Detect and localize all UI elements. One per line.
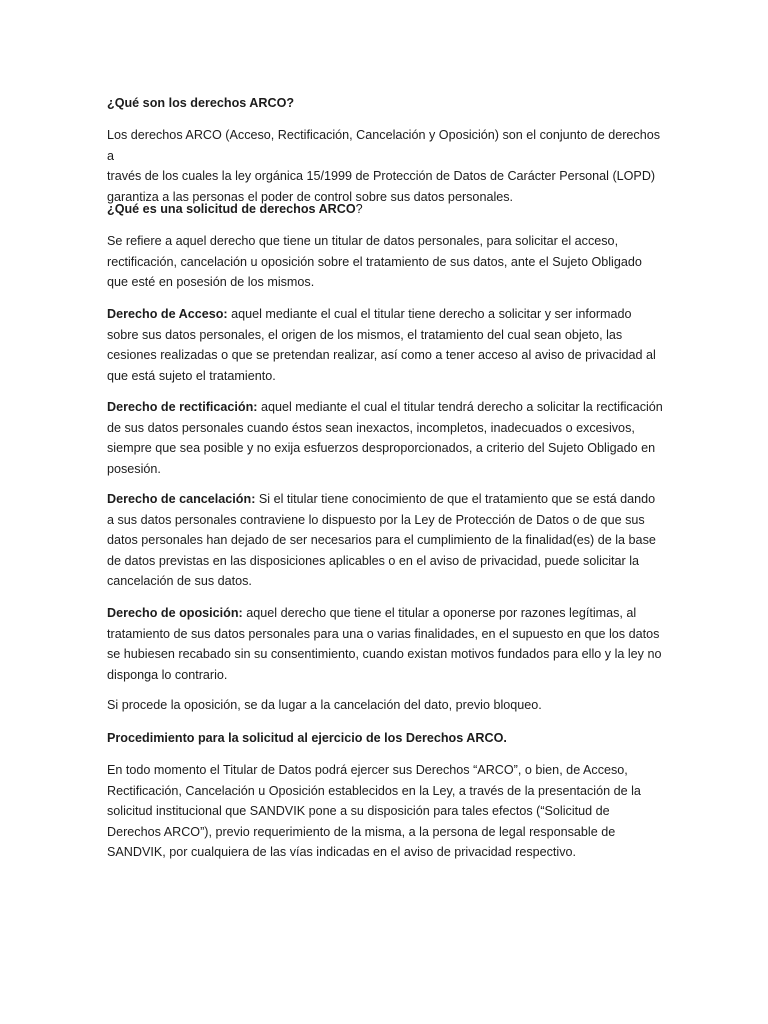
term-derecho-rectificacion: Derecho de rectificación:: [107, 400, 258, 414]
text-derecho-acceso: aquel mediante el cual el titular tiene derecho a solicitar y ser informado sobre sus datos personales, el origen de los mismos, el tratamiento del cual sean objeto, las cesiones realizadas o que se pretendan realizar, así como a tener acceso al aviso de privacidad al que está sujeto el tratamiento.: [107, 307, 656, 383]
term-derecho-acceso: Derecho de Acceso:: [107, 307, 228, 321]
paragraph-derecho-acceso: [107, 304, 667, 386]
paragraph-en-todo-momento: En todo momento el Titular de Datos podrá ejercer sus Derechos “ARCO”, o bien, de Acceso, Rectificación, Cancelación u Oposición establecidos en la Ley, a través de la presentación de la solicitud institucional que SANDVIK pone a su disposición para tales efectos (“Solicitud de Derechos ARCO”), previo requerimiento de la misma, a la persona de legal responsable de SANDVIK, por cualquiera de las vías indicadas en el aviso de privacidad respectivo.: [107, 763, 641, 859]
heading-solicitud-question-mark: ?: [355, 202, 363, 216]
heading-que-son-derechos-arco: ¿Qué son los derechos ARCO?: [107, 96, 295, 110]
paragraph-definicion-arco: Los derechos ARCO (Acceso, Rectificación, Cancelación y Oposición) son el conjunto de derechos a través de los cuales la ley orgánica 15/1999 de Protección de Datos de Carácter Personal (LOPD) garantiza a las personas el poder de control sobre sus datos personales.: [107, 128, 661, 204]
paragraph-procede-oposicion: Si procede la oposición, se da lugar a la cancelación del dato, previo bloqueo.: [107, 698, 542, 712]
heading-que-es-solicitud: [107, 199, 667, 220]
text-derecho-oposicion: aquel derecho que tiene el titular a oponerse por razones legítimas, al tratamiento de sus datos personales para una o varias finalidades, en el supuesto en que los datos se hubiesen recabado sin su consentimiento, cuando existan motivos fundados para ello y la ley no disponga lo contrario.: [107, 606, 662, 682]
text-derecho-rectificacion: aquel mediante el cual el titular tendrá derecho a solicitar la rectificación de sus datos personales cuando éstos sean inexactos, incompletos, inadecuados o excesivos, siempre que sea posible y no exija esfuerzos desproporcionados, a criterio del Sujeto Obligado en posesión.: [107, 400, 663, 476]
paragraph-derecho-cancelacion: [107, 489, 667, 592]
term-derecho-oposicion: Derecho de oposición:: [107, 606, 243, 620]
heading-procedimiento: Procedimiento para la solicitud al ejercicio de los Derechos ARCO.: [107, 731, 507, 745]
paragraph-se-refiere: Se refiere a aquel derecho que tiene un titular de datos personales, para solicitar el acceso, rectificación, cancelación u oposición sobre el tratamiento de sus datos, ante el Sujeto Obligado que esté en posesión de los mismos.: [107, 234, 642, 289]
paragraph-derecho-rectificacion: [107, 397, 667, 479]
text-derecho-cancelacion: Si el titular tiene conocimiento de que el tratamiento que se está dando a sus datos personales contraviene lo dispuesto por la Ley de Protección de Datos o de que sus datos personales han dejado de ser necesarios para el cumplimiento de la finalidad(es) de la base de datos previstas en las disposiciones aplicables o en el aviso de privacidad, puede solicitar la cancelación de sus datos.: [107, 492, 656, 588]
heading-solicitud-text: ¿Qué es una solicitud de derechos ARCO: [107, 202, 356, 216]
paragraph-derecho-oposicion: [107, 603, 667, 685]
term-derecho-cancelacion: Derecho de cancelación:: [107, 492, 256, 506]
